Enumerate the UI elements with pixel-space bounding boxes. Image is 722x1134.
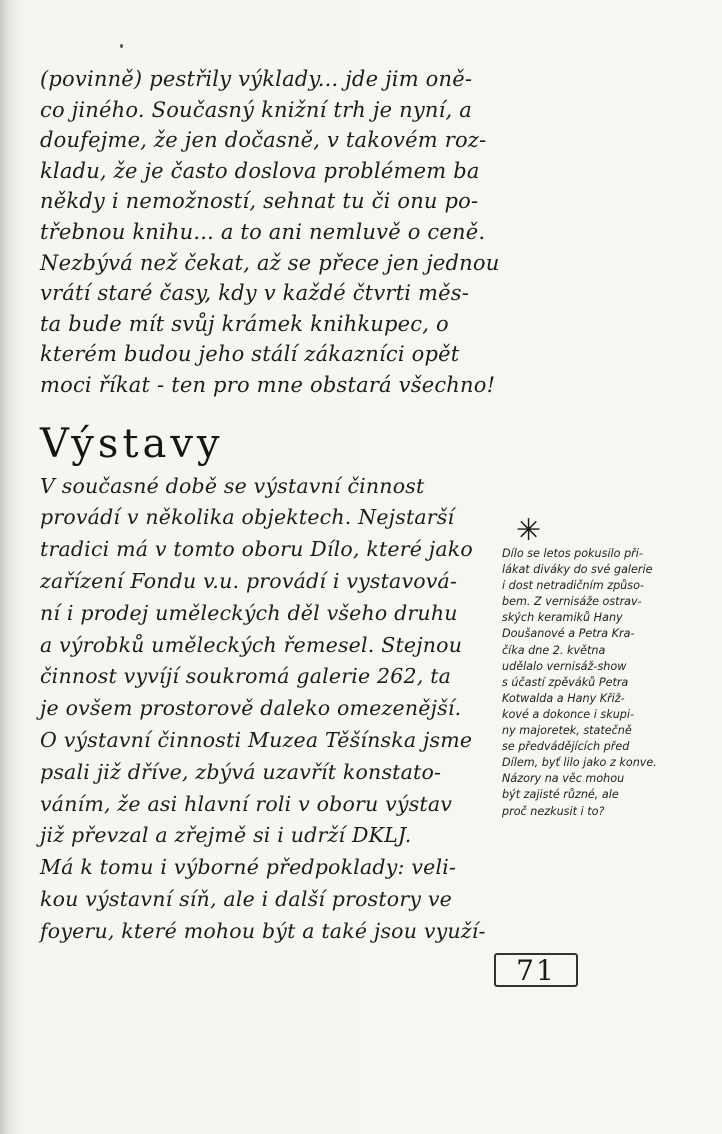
main-text-column — [40, 64, 510, 947]
text-line: Má k tomu i výborné předpoklady: veli- — [40, 855, 457, 880]
note-line: Názory na věc mohou — [502, 772, 625, 786]
section-body — [40, 471, 510, 948]
note-line: Kotwalda a Hany Křiž- — [502, 691, 625, 705]
text-line: je ovšem prostorově daleko omezenější. — [40, 696, 462, 721]
text-line: provádí v několika objektech. Nejstarší — [40, 505, 455, 530]
note-line: kové a dokonce i skupi- — [502, 707, 635, 721]
text-line: již převzal a zřejmě si i udrží DKLJ. — [40, 823, 412, 848]
text-line: tradici má v tomto oboru Dílo, které jako — [40, 537, 473, 562]
text-line: kterém budou jeho stálí zákazníci opět — [40, 342, 460, 367]
asterisk-icon: ✳ — [516, 513, 542, 548]
note-line: udělalo vernisáž-show — [502, 659, 627, 673]
page-number: 71 — [494, 953, 578, 987]
text-line: foyeru, které mohou být a také jsou využí- — [40, 918, 486, 943]
text-line: zařízení Fondu v.u. provádí i vystavová- — [40, 568, 458, 593]
text-line: ní i prodej uměleckých děl všeho druhu — [40, 600, 458, 625]
note-line: bem. Z vernisáže ostrav- — [502, 595, 642, 609]
side-note — [502, 513, 718, 820]
note-line: i dost netradičním způso- — [502, 579, 644, 593]
note-line: lákat diváky do své galerie — [502, 563, 653, 577]
note-line: ny majoretek, statečně — [502, 724, 632, 738]
note-line: ských keramiků Hany — [502, 611, 623, 625]
text-line: O výstavní činnosti Muzea Těšínska jsme — [40, 727, 473, 752]
note-line: proč nezkusit i to? — [502, 804, 605, 818]
note-line: Dílem, byť lilo jako z konve. — [502, 756, 657, 770]
section-heading: Výstavy — [40, 420, 224, 467]
opening-paragraph — [40, 64, 510, 401]
text-line: ta bude mít svůj krámek knihkupec, o — [40, 311, 449, 336]
note-line: být zajisté různé, ale — [502, 788, 619, 802]
text-line: někdy i nemožností, sehnat tu či onu po- — [40, 189, 479, 214]
note-line: s účastí zpěváků Petra — [502, 675, 629, 689]
text-line: (povinně) pestřily výklady... jde jim oně- — [40, 67, 473, 91]
text-line: V současné době se výstavní činnost — [40, 473, 425, 498]
text-line: vrátí staré časy, kdy v každé čtvrti měs- — [40, 281, 470, 306]
text-line: moci říkat - ten pro mne obstará všechno! — [40, 372, 496, 397]
text-line: kou výstavní síň, ale i další prostory ve — [40, 886, 452, 911]
text-line: a výrobků uměleckých řemesel. Stejnou — [40, 632, 463, 657]
ink-speck — [120, 44, 123, 48]
text-line: kladu, že je často doslova problémem ba — [40, 158, 480, 183]
text-line: váním, že asi hlavní roli v oboru výstav — [40, 791, 453, 816]
note-line: Dílo se letos pokusilo při- — [502, 547, 643, 560]
note-line: číka dne 2. května — [502, 643, 606, 657]
note-line: Doušanové a Petra Kra- — [502, 627, 635, 641]
text-line: doufejme, že jen dočasně, v takovém roz- — [40, 128, 487, 153]
text-line: co jiného. Současný knižní trh je nyní, a — [40, 97, 473, 122]
text-line: činnost vyvíjí soukromá galerie 262, ta — [40, 664, 452, 689]
text-line: Nezbývá než čekat, až se přece jen jednou — [40, 250, 500, 275]
note-line: se předvádějících před — [502, 740, 630, 754]
text-line: třebnou knihu... a to ani nemluvě o ceně. — [40, 219, 486, 244]
text-line: psali již dříve, zbývá uzavřít konstato- — [40, 759, 442, 784]
